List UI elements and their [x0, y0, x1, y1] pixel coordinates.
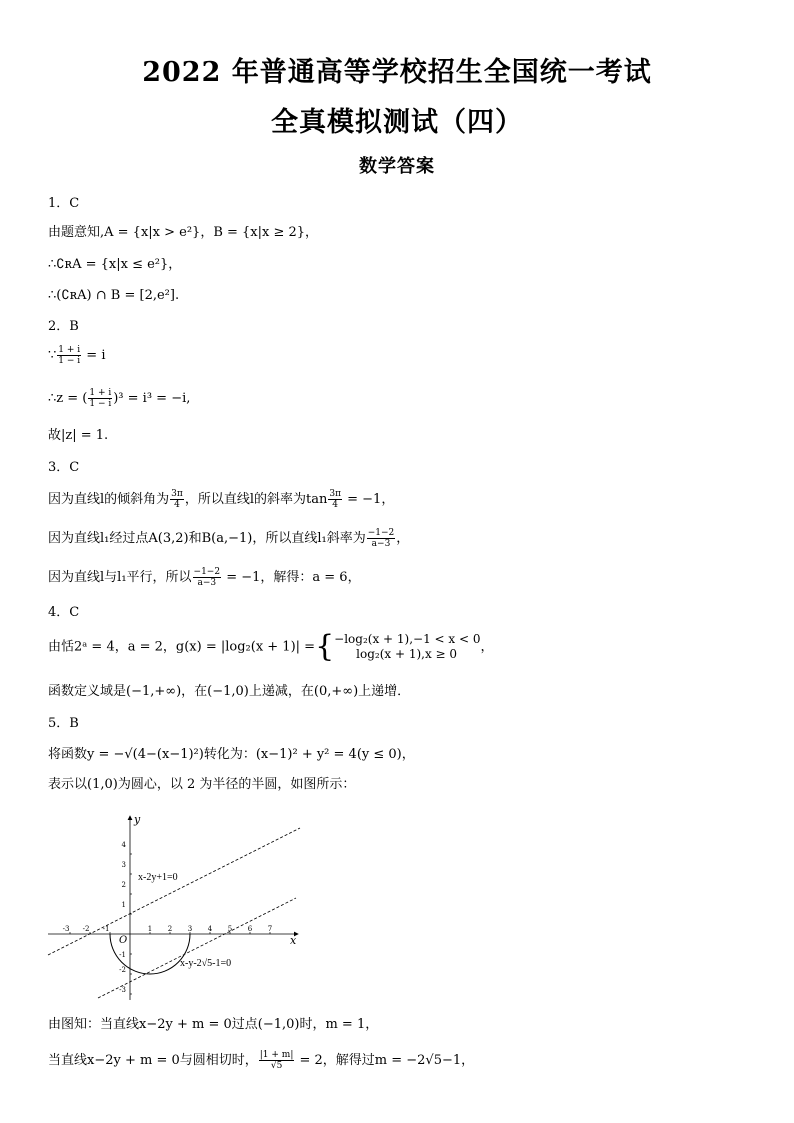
q5-fraction [259, 1050, 295, 1071]
x-tick--1: -1 [102, 925, 110, 933]
q4-brace: { [315, 629, 335, 664]
answer-heading: 数学答案 [359, 156, 435, 177]
q3-l2-b: ， [396, 531, 410, 546]
y-tick--3: -3 [119, 986, 126, 994]
q5-line2: 表示以(1,0)为圆心，以 2 为半径的半圆，如图所示： [48, 777, 356, 792]
semicircle-figure [40, 812, 310, 1004]
exam-subtitle: 全真模拟测试（四） [271, 107, 523, 138]
y-tick--1: -1 [119, 951, 126, 959]
tangent-line [98, 898, 296, 998]
q5-line1: 将函数y = −√(4−(x−1)²)转化为：(x−1)² + y² = 4(y ≤ 0)， [48, 747, 415, 762]
q4-case2: log₂(x + 1),x ≥ 0 [356, 647, 458, 661]
q5-l4-a: 当直线x−2y + m = 0与圆相切时， [48, 1053, 258, 1068]
x-tick-6: 6 [247, 925, 253, 933]
line2-label: x-y-2√5-1=0 [180, 958, 232, 969]
q4-line1 [48, 629, 494, 664]
y-tick-2: 2 [121, 881, 126, 889]
x-tick--2: -2 [82, 925, 90, 933]
q3-frac-b [328, 489, 342, 510]
q5-l4-b: = 2，解得过m = −2√5−1， [295, 1053, 475, 1068]
q5-frac-num: |1 + m| [259, 1050, 294, 1060]
x-tick-2: 2 [167, 925, 173, 933]
q3-l1-b: ，所以直线l的斜率为tan [184, 492, 328, 507]
x-tick-1: 1 [147, 925, 153, 933]
q5-line3: 由图知：当直线x−2y + m = 0过点(−1,0)时，m = 1， [48, 1017, 379, 1032]
line1-label: x-2y+1=0 [138, 872, 178, 883]
q2-fraction [57, 345, 81, 366]
x-tick-5: 5 [227, 925, 233, 933]
q3-frac-b-num: 3π [329, 489, 341, 499]
y-axis-label: y [134, 813, 141, 826]
origin-label: O [119, 935, 128, 946]
q2-line1-post: = i [82, 348, 106, 363]
q1-line1: 由题意知,A = {x|x > e²}，B = {x|x ≥ 2}， [48, 225, 319, 240]
x-tick-3: 3 [187, 925, 193, 933]
x-tick-7: 7 [267, 925, 273, 933]
q2-fraction-2 [88, 388, 112, 409]
q3-l1-c: = −1， [343, 492, 395, 507]
q1-line2: ∴∁ʀA = {x|x ≤ e²}， [48, 257, 182, 272]
q4-line2: 函数定义域是(−1,+∞)，在(−1,0)上递减，在(0,+∞)上递增． [48, 684, 411, 699]
q2-line3: 故|z| = 1. [48, 428, 109, 443]
line-x-2y+1 [48, 828, 300, 955]
q3-line1 [48, 489, 394, 510]
q2-line2-post: )³ = i³ = −i, [113, 391, 191, 406]
y-tick-4: 4 [121, 841, 126, 849]
q2-number: 2．B [48, 319, 79, 334]
q3-number: 3．C [48, 460, 80, 475]
q1-line3: ∴(∁ʀA) ∩ B = [2,e²]. [48, 288, 180, 303]
q2-line2-pre: ∴z = ( [48, 391, 88, 406]
q2-line1 [48, 345, 105, 366]
q3-l1-a: 因为直线l的倾斜角为 [48, 492, 170, 507]
q4-l1-a: 由恬2ᵃ = 4，a = 2，g(x) = |log₂(x + 1)| = [48, 639, 316, 655]
q3-frac-c-den: a−3 [371, 539, 391, 549]
y-tick-1: 1 [121, 901, 126, 909]
q3-frac-a-den: 4 [174, 500, 180, 510]
q3-l3-b: = −1，解得：a = 6， [222, 570, 361, 585]
q3-frac-c [367, 528, 396, 549]
x-tick--3: -3 [62, 925, 70, 933]
q3-frac-a [170, 489, 184, 510]
q4-l1-b: ， [480, 639, 494, 655]
q3-frac-c-num: −1−2 [367, 528, 395, 538]
q3-frac-b-den: 4 [332, 500, 339, 510]
q3-frac-a-num: 3π [171, 489, 183, 499]
q3-frac-d-num: −1−2 [193, 567, 221, 577]
q3-line2 [48, 528, 409, 549]
q2-frac-den: 1 − i [58, 356, 81, 366]
q3-frac-d [193, 567, 222, 588]
q2-line2 [48, 388, 190, 409]
q4-case1: −log₂(x + 1),−1 < x < 0 [334, 632, 481, 646]
q2-frac2-num: 1 + i [89, 388, 112, 398]
q3-l2-a: 因为直线l₁经过点A(3,2)和B(a,−1)，所以直线l₁斜率为 [48, 531, 366, 546]
q3-frac-d-den: a−3 [197, 578, 217, 588]
x-axis-label: x [290, 934, 297, 947]
q5-frac-den: √5 [270, 1061, 283, 1071]
q2-line1-pre: ∵ [48, 348, 57, 363]
q3-l3-a: 因为直线l与l₁平行，所以 [48, 570, 192, 585]
q5-line4 [48, 1050, 474, 1071]
q4-number: 4．C [48, 605, 80, 620]
q1-number: 1．C [48, 196, 80, 211]
q2-frac-num: 1 + i [58, 345, 81, 355]
exam-title: 2022 年普通高等学校招生全国统一考试 [142, 57, 652, 88]
q3-line3 [48, 567, 361, 588]
x-tick-4: 4 [207, 925, 213, 933]
y-tick--2: -2 [119, 966, 126, 974]
q2-frac2-den: 1 − i [89, 399, 112, 409]
y-tick-3: 3 [121, 861, 126, 869]
q5-number: 5．B [48, 716, 79, 731]
q4-cases [334, 632, 480, 662]
